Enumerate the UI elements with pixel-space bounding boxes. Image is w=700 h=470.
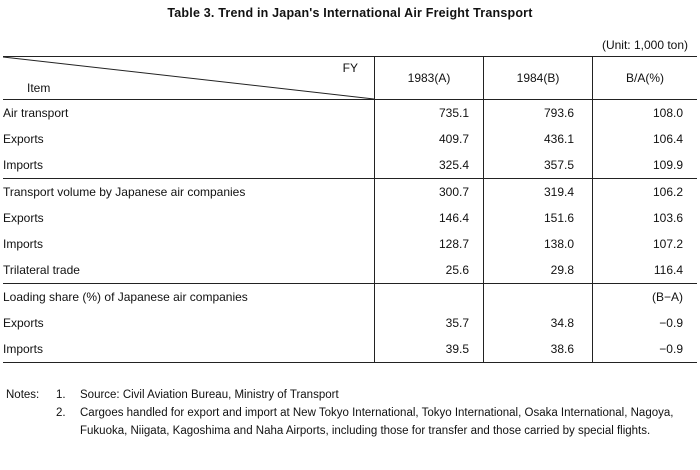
header-diagonal-line: [3, 57, 374, 99]
cell-1983: 25.6: [375, 257, 484, 284]
cell-1984: 34.8: [484, 310, 593, 336]
table-row: [3, 336, 697, 363]
freight-table: [3, 56, 697, 363]
cell-ratio: −0.9: [659, 316, 683, 330]
cell-ratio: 106.2: [593, 179, 698, 206]
cell-ratio: 109.9: [652, 158, 683, 172]
table-row: [3, 126, 697, 152]
row-label: Imports: [3, 336, 375, 363]
table-row: [3, 100, 697, 127]
note-item: [6, 386, 696, 404]
row-label: Loading share (%) of Japanese air companies: [3, 284, 375, 311]
cell-1984: 138.0: [484, 231, 593, 257]
cell-ratio: 103.6: [652, 211, 683, 225]
row-label: Exports: [3, 310, 375, 336]
note-number: 2.: [56, 407, 66, 419]
cell-1983: 300.7: [375, 179, 484, 206]
cell-ratio: 108.0: [593, 100, 698, 127]
cell-ratio: 116.4: [653, 263, 683, 277]
row-label: Air transport: [3, 100, 375, 127]
notes-section: [6, 386, 696, 440]
notes-lead: Notes:: [6, 389, 40, 401]
note-text: Source: Civil Aviation Bureau, Ministry of Transport: [80, 389, 339, 401]
cell-ratio: (B−A): [593, 284, 698, 311]
cell-1984: 319.4: [484, 179, 593, 206]
cell-1983: 146.4: [375, 205, 484, 231]
row-label: Exports: [3, 205, 375, 231]
header-row: [3, 57, 697, 100]
table-row: [3, 231, 697, 257]
cell-1983: 128.7: [375, 231, 484, 257]
row-label: Trilateral trade: [3, 257, 375, 284]
header-1984: 1984(B): [484, 57, 593, 100]
table-row: [3, 152, 697, 179]
cell-1984: 38.6: [484, 336, 593, 363]
header-1983: 1983(A): [375, 57, 484, 100]
cell-1984: 357.5: [484, 152, 593, 179]
unit-label: (Unit: 1,000 ton): [601, 38, 688, 52]
header-fy: FY: [342, 61, 358, 75]
cell-1983: 409.7: [375, 126, 484, 152]
table-row: [3, 205, 697, 231]
table-row: [3, 284, 697, 311]
table-row: [3, 179, 697, 206]
row-label: Exports: [3, 126, 375, 152]
cell-ratio: −0.9: [593, 336, 698, 363]
row-label: Imports: [3, 152, 375, 179]
header-ratio: B/A(%): [593, 57, 698, 100]
cell-1983: 735.1: [375, 100, 484, 127]
note-text: Cargoes handled for export and import at New Tokyo International, Tokyo International, Osaka International, Nagoya, Fukuoka, Niigata, Kagoshima and Naha Airports, including those for transfer and those carried by special flights.: [80, 407, 674, 437]
row-label: Transport volume by Japanese air companies: [3, 179, 375, 206]
table-row: [3, 257, 697, 284]
cell-1984: 151.6: [484, 205, 593, 231]
table-row: [3, 310, 697, 336]
cell-1984: 436.1: [484, 126, 593, 152]
table-title: Table 3. Trend in Japan's International Air Freight Transport: [167, 6, 533, 20]
cell-1984: 29.8: [484, 257, 593, 284]
cell-1983: 39.5: [375, 336, 484, 363]
note-number: 1.: [56, 389, 66, 401]
cell-1983: 325.4: [375, 152, 484, 179]
cell-1984: [484, 284, 593, 311]
note-item: [6, 404, 696, 440]
cell-1983: [375, 284, 484, 311]
header-item: Item: [27, 81, 51, 95]
cell-1983: 35.7: [375, 310, 484, 336]
cell-1984: 793.6: [484, 100, 593, 127]
cell-ratio: 106.4: [652, 132, 683, 146]
header-item-fy-cell: [3, 57, 375, 100]
cell-ratio: 107.2: [652, 237, 683, 251]
row-label: Imports: [3, 231, 375, 257]
